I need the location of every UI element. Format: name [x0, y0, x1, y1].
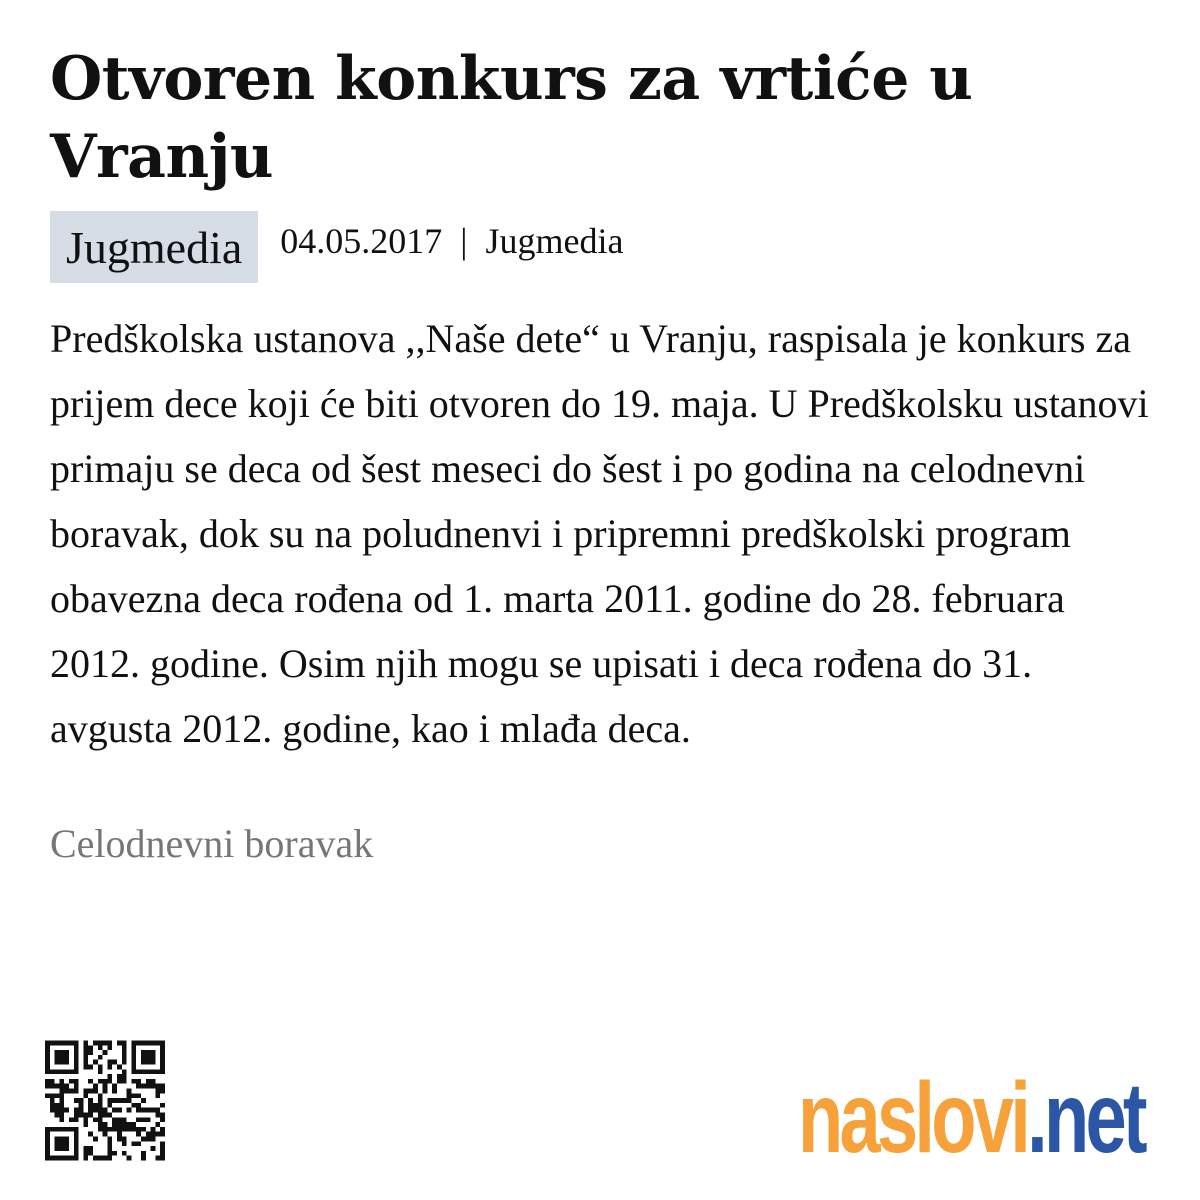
logo-text-net: .net [1027, 1062, 1144, 1174]
qr-code-icon [45, 1038, 165, 1163]
article-body: Predškolska ustanova ,,Naše dete“ u Vranju, raspisala je konkurs za prijem dece koji će biti otvoren do 19. maja. U Predškolsku ustanovi primaju se deca od šest meseci do šest i po godina na celodnevni boravak, dok su na poludnenvi i pripremni predškolski program obavezna deca rođena od 1. marta 2011. godine do 28. februara 2012. godine. Osim njih mogu se upisati i deca rođena do 31. avgusta 2012. godine, kao i mlađa deca. [50, 316, 1149, 751]
logo-text-naslovi: naslovi [798, 1062, 1028, 1174]
article-author: Jugmedia [485, 221, 624, 261]
meta-info [280, 220, 623, 262]
article-meta [50, 211, 624, 283]
article-continuation: Celodnevni boravak [50, 821, 374, 866]
source-badge[interactable]: Jugmedia [50, 211, 258, 283]
meta-separator: | [460, 221, 468, 261]
article-title: Otvoren konkurs za vrtiće u Vranju [50, 44, 973, 192]
article-date: 04.05.2017 [280, 221, 443, 261]
naslovi-net-logo[interactable] [798, 1058, 1144, 1174]
